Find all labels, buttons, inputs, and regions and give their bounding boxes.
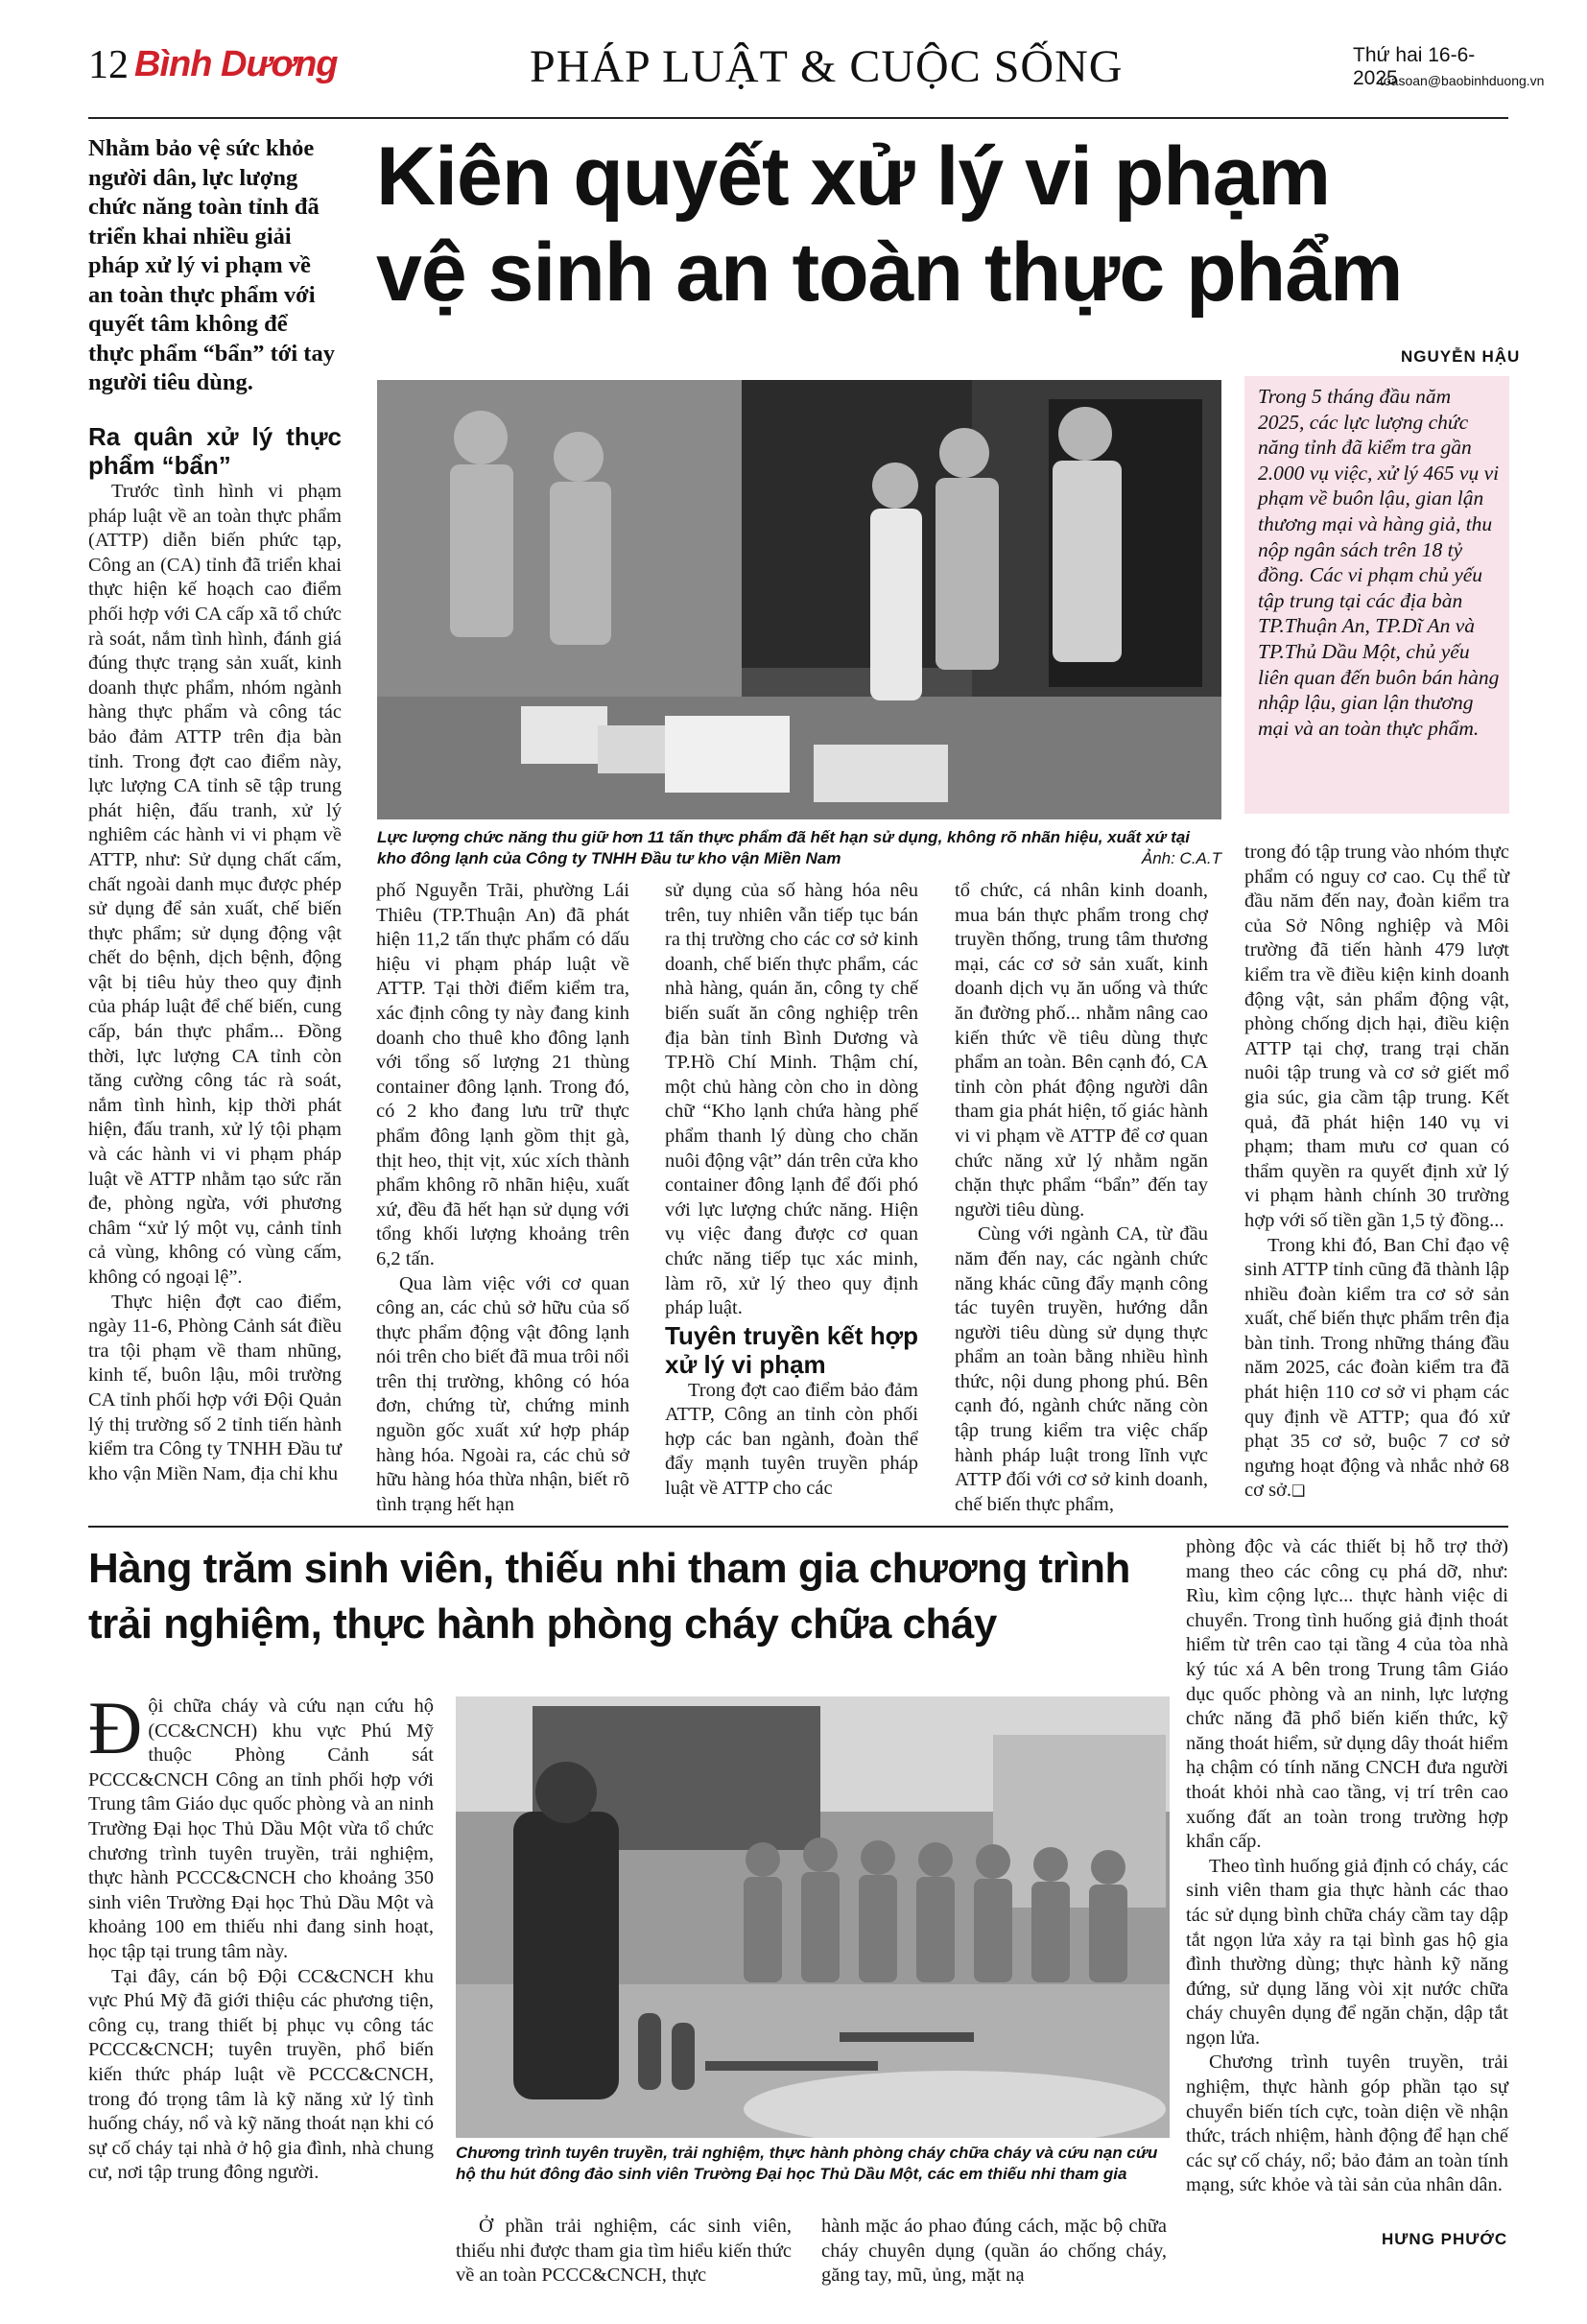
article1-info-box-text: Trong 5 tháng đầu năm 2025, các lực lượng chức năng tỉnh đã kiểm tra gần 2.000 vụ việc, xử lý 465 vụ vi phạm về buôn lậu, gian lận thương mại và hàng giả, thu nộp ngân sách trên 18 tỷ đồng. Các vi phạm chủ yếu tập trung tại các địa bàn TP.Thuận An, TP.Dĩ An và TP.Thủ Dầu Một, chủ yếu liên quan đến buôn bán hàng nhập lậu, gian lận thương mại và an toàn thực phẩm. [1258, 385, 1500, 740]
article2-col2-p1: Ở phần trải nghiệm, các sinh viên, thiếu nhi được tham gia tìm hiểu kiến thức về an toàn PCCC&CNCH, thực [456, 2216, 792, 2287]
article1-column-3 [665, 879, 918, 1502]
article2-col1-p1-text: ội chữa cháy và cứu nạn cứu hộ (CC&CNCH) khu vực Phú Mỹ thuộc Phòng Cảnh sát PCCC&CNCH Công an tỉnh phối hợp với Trung tâm Giáo dục quốc phòng và an ninh Trường Đại học Thủ Dầu Một vừa tổ chức chương trình tuyên truyền, trải nghiệm, thực hành PCCC&CNCH cho khoảng 350 sinh viên Trường Đại học Thủ Dầu Một và khoảng 100 em thiếu nhi đang sinh hoạt, học tập tại trung tâm này. [88, 1696, 434, 1962]
page-header [88, 38, 1545, 100]
article1-col1-p1: Trước tình hình vi phạm pháp luật về an toàn thực phẩm (ATTP) diễn biến phức tạp, Công an (CA) tỉnh đã triển khai thực hiện kế hoạch cao điểm phối hợp với CA cấp xã tổ chức rà soát, nắm tình hình, đánh giá đúng thực trạng sản xuất, kinh doanh thực phẩm, nhóm ngành hàng thực phẩm và công tác bảo đảm ATTP trên địa bàn tỉnh. Trong đợt cao điểm này, lực lượng CA tỉnh sẽ tập trung phát hiện, đấu tranh, xử lý nghiêm các hành vi vi phạm về ATTP, như: Sử dụng chất cấm, chất ngoài danh mục được phép sử dụng để sản xuất, chế biến thực phẩm; sử dụng động vật chết do bệnh, dịch bệnh, động vật bị tiêu hủy theo quy định của pháp luật để chế biến, cung cấp, bán thực phẩm... Đồng thời, lực lượng CA tỉnh còn tăng cường công tác rà soát, nắm tình hình, kịp thời phát hiện, đấu tranh, xử lý tội phạm và các hành vi vi phạm pháp luật về ATTP nhằm tạo sức răn đe, phòng ngừa, với phương châm “xử lý một vụ, cảnh tỉnh cả vùng, không có vùng cấm, không có ngoại lệ”. [88, 481, 342, 1288]
article2-headline [88, 1541, 1172, 1652]
photo-firefighting-image [456, 1696, 1170, 2138]
article2-photo-caption: Chương trình tuyên truyền, trải nghiệm, thực hành phòng cháy chữa cháy và cứu nạn cứu hộ thu hút đông đảo sinh viên Trường Đại học Thủ Dầu Một, các em thiếu nhi tham gia [456, 2144, 1158, 2183]
article1-column-4 [955, 879, 1208, 1517]
article1-col1-p2: Thực hiện đợt cao điểm, ngày 11-6, Phòng Cảnh sát điều tra tội phạm về tham nhũng, kinh tế, buôn lậu, môi trường CA tỉnh phối hợp với Đội Quản lý thị trường số 2 tỉnh tiến hành kiểm tra Công ty TNHH Đầu tư kho vận Miền Nam, địa chỉ khu [88, 1291, 342, 1484]
article2-col3-p1: hành mặc áo phao đúng cách, mặc bộ chữa cháy chuyên dụng (quần áo chống cháy, găng tay, mũ, ủng, mặt nạ [821, 2216, 1167, 2287]
article2-column-3 [821, 2215, 1167, 2288]
article2-column-4 [1186, 1535, 1508, 2198]
article1-headline [376, 129, 1508, 320]
article1-photo-credit: Ảnh: C.A.T [1141, 849, 1221, 867]
article1-column-5 [1244, 841, 1509, 1504]
page-number: 12 [88, 43, 129, 87]
article1-subhead-2: Tuyên truyền kết hợp xử lý vi phạm [665, 1320, 918, 1379]
contact-email: toasoan@baobinhduong.vn [1380, 73, 1545, 88]
article2-column-1 [88, 1686, 434, 2186]
article2-dropcap: Đ [88, 1686, 143, 1769]
article1-end-mark: ❑ [1291, 1482, 1306, 1501]
article1-subhead-1: Ra quân xử lý thực phẩm “bẩn” [88, 422, 342, 480]
article1-photo-caption [377, 827, 1221, 869]
article1-col5-p1: trong đó tập trung vào nhóm thực phẩm có nguy cơ cao. Cụ thể từ đầu năm đến nay, đoàn kiểm tra của Sở Nông nghiệp và Môi trường đã tiến hành 479 lượt kiểm tra về điều kiện kinh doanh động vật, sản phẩm động vật, phòng chống dịch hại, điều kiện ATTP tại chợ, trang trại chăn nuôi tập trung và cơ sở giết mổ gia súc, gia cầm tập trung. Kết quả, đã phát hiện 140 vụ vi phạm; tham mưu cơ quan có thẩm quyền ra quyết định xử lý vi phạm hành chính 30 trường hợp với số tiền gần 1,5 tỷ đồng... [1244, 842, 1509, 1231]
article1-col2-p2: Qua làm việc với cơ quan công an, các chủ sở hữu của số thực phẩm động vật đông lạnh nói trên cho biết đã mua trôi nổi trên thị trường, không có hóa đơn, chứng từ, chứng minh nguồn gốc xuất xứ hợp pháp hàng hóa. Ngoài ra, các chủ sở hữu hàng hóa thừa nhận, biết rõ tình trạng hết hạn [376, 1272, 629, 1515]
article1-col2-p1: phố Nguyễn Trãi, phường Lái Thiêu (TP.Thuận An) đã phát hiện 11,2 tấn thực phẩm có dấu hiệu vi phạm pháp luật về ATTP. Tại thời điểm kiểm tra, xác định công ty này đang kinh doanh cho thuê kho đông lạnh với tổng số lượng 21 thùng container đông lạnh. Trong đó, có 2 kho đang lưu trữ thực phẩm đông lạnh gồm thịt gà, thịt heo, thịt vịt, xúc xích thành phẩm không rõ nhãn hiệu, xuất xứ, đều đã hết hạn sử dụng với tổng khối lượng khoảng trên 6,2 tấn. [376, 880, 629, 1269]
section-title: PHÁP LUẬT & CUỘC SỐNG [530, 41, 1124, 92]
article1-info-box [1244, 376, 1509, 814]
article-divider [88, 1526, 1508, 1528]
article2-col1-p2: Tại đây, cán bộ Đội CC&CNCH khu vực Phú Mỹ đã giới thiệu các phương tiện, công cụ, trang thiết bị phục vụ công tác PCCC&CNCH; tuyên truyền, phổ biến kiến thức pháp luật về PCCC&CNCH, trong đó trọng tâm là kỹ năng xử lý tình huống cháy, nổ và kỹ năng thoát nạn khi có sự cố cháy tại nhà ở hộ gia đình, nhà chung cư, nơi tập trung đông người. [88, 1965, 434, 2184]
article2-col4-p2: Theo tình huống giả định có cháy, các sinh viên tham gia thực hành các thao tác sử dụng bình chữa cháy cầm tay dập tắt ngọn lửa xảy ra tại bình gas hộ gia đình thường dùng; thực hành kỹ năng đứng, sử dụng lăng vòi xịt nước chữa cháy chuyên dụng để ngăn chặn, dập tắt ngọn lửa. [1186, 1855, 1508, 2049]
article1-col4-p2: Cùng với ngành CA, từ đầu năm đến nay, các ngành chức năng khác cũng đẩy mạnh công tác tuyên truyền, hướng dẫn người tiêu dùng sử dụng thực phẩm an toàn bằng nhiều hình thức, nội dung phong phú. Bên cạnh đó, ngành chức năng còn tập trung kiểm tra việc chấp hành pháp luật trong lĩnh vực ATTP đối với cơ sở kinh doanh, chế biến thực phẩm, [955, 1223, 1208, 1515]
photo-warehouse-image [377, 380, 1221, 819]
article2-headline-line1: Hàng trăm sinh viên, thiếu nhi tham gia chương trình [88, 1545, 1130, 1592]
article1-headline-line1: Kiên quyết xử lý vi phạm [376, 130, 1331, 223]
issue-date: Thứ hai 16-6-2025 [1353, 44, 1476, 89]
article1-col5-p2-text: Trong khi đó, Ban Chỉ đạo vệ sinh ATTP tỉnh cũng đã thành lập nhiều đoàn kiểm tra cơ sở sản xuất, chế biến thực phẩm trên địa bàn tỉnh. Trong những tháng đầu năm 2025, các đoàn kiểm tra đã phát hiện 110 cơ sở vi phạm các quy định về ATTP; qua đó xử phạt 35 cơ sở, buộc 7 cơ sở ngưng hoạt động và nhắc nhở 68 cơ sở. [1244, 1234, 1509, 1502]
header-rule [88, 117, 1508, 119]
article2-column-2 [456, 2215, 792, 2288]
article1-photo-caption-text: Lực lượng chức năng thu giữ hơn 11 tấn thực phẩm đã hết hạn sử dụng, không rõ nhãn hiệu, xuất xứ tại kho đông lạnh của Công ty TNHH Đầu tư kho vận Miền Nam [377, 828, 1191, 867]
article1-col3-p1: sử dụng của số hàng hóa nêu trên, tuy nhiên vẫn tiếp tục bán ra thị trường cho các cơ sở kinh doanh, chế biến thực phẩm, các nhà hàng, quán ăn, công ty chế biến suất ăn công nghiệp trên địa bàn tỉnh Bình Dương và TP.Hồ Chí Minh. Thậm chí, một chủ hàng còn cho in dòng chữ “Kho lạnh chứa hàng phế phẩm thanh lý dùng cho chăn nuôi động vật” dán trên cửa kho container đông lạnh để đối phó với lực lượng chức năng. Hiện vụ việc đang được cơ quan chức năng tiếp tục xác minh, làm rõ, xử lý theo quy định pháp luật. [665, 880, 918, 1319]
article2-col4-p3: Chương trình tuyên truyền, trải nghiệm, thực hành góp phần tạo sự chuyển biến tích cực, toàn diện về nhận thức, trách nhiệm, hành động để hạn chế các sự cố cháy, nổ; bảo đảm an toàn tính mạng, sức khỏe và tài sản của nhân dân. [1186, 2051, 1508, 2196]
article1-sapo: Nhằm bảo vệ sức khỏe người dân, lực lượng chức năng toàn tỉnh đã triển khai nhiều giải pháp xử lý vi phạm về an toàn thực phẩm với quyết tâm không để thực phẩm “bẩn” tới tay người tiêu dùng. [88, 135, 335, 395]
article1-column-2 [376, 879, 629, 1517]
article2-headline-line2: trải nghiệm, thực hành phòng cháy chữa cháy [88, 1601, 997, 1648]
article1-column-1 [88, 422, 342, 1486]
article2-col4-p1: phòng độc và các thiết bị hỗ trợ thở) mang theo các công cụ phá dỡ, như: Rìu, kìm cộng lực... thực hành việc di chuyển. Trong tình huống giả định thoát hiểm từ trên cao tại tầng 4 của tòa nhà ký túc xá A bên trong Trung tâm Giáo dục quốc phòng và an ninh, lực lượng chức năng đã phổ biến kiến thức, kỹ năng thoát hiểm, sử dụng dây thoát hiểm hạ chậm có tính năng CNCH đưa người thoát khỏi nhà cao tầng, vị trí trên cao xuống đất an toàn trong trường hợp khẩn cấp. [1186, 1536, 1508, 1853]
article1-col4-p1: tổ chức, cá nhân kinh doanh, mua bán thực phẩm trong chợ truyền thống, trung tâm thương mại, các cơ sở sản xuất, kinh doanh dịch vụ ăn uống và thức ăn đường phố... nhằm nâng cao kiến thức về tiêu dùng thực phẩm an toàn. Bên cạnh đó, CA tỉnh còn phát động người dân tham gia phát hiện, tố giác hành vi vi phạm về ATTP để cơ quan chức năng xử lý nhằm ngăn chặn thực phẩm “bẩn” đến tay người tiêu dùng. [955, 880, 1208, 1221]
article1-author: NGUYỄN HẬU [1401, 347, 1521, 366]
article1-col5-p2 [1244, 1234, 1509, 1505]
article1-headline-line2: vệ sinh an toàn thực phẩm [376, 226, 1403, 319]
article1-col3-p2: Trong đợt cao điểm bảo đảm ATTP, Công an tỉnh còn phối hợp các ban ngành, đoàn thể đẩy mạnh tuyên truyền pháp luật về ATTP cho các [665, 1379, 918, 1500]
brand-logo: Bình Dương [134, 44, 338, 84]
article2-col1-p1 [88, 1686, 434, 1965]
article2-author: HƯNG PHƯỚC [1382, 2230, 1508, 2248]
